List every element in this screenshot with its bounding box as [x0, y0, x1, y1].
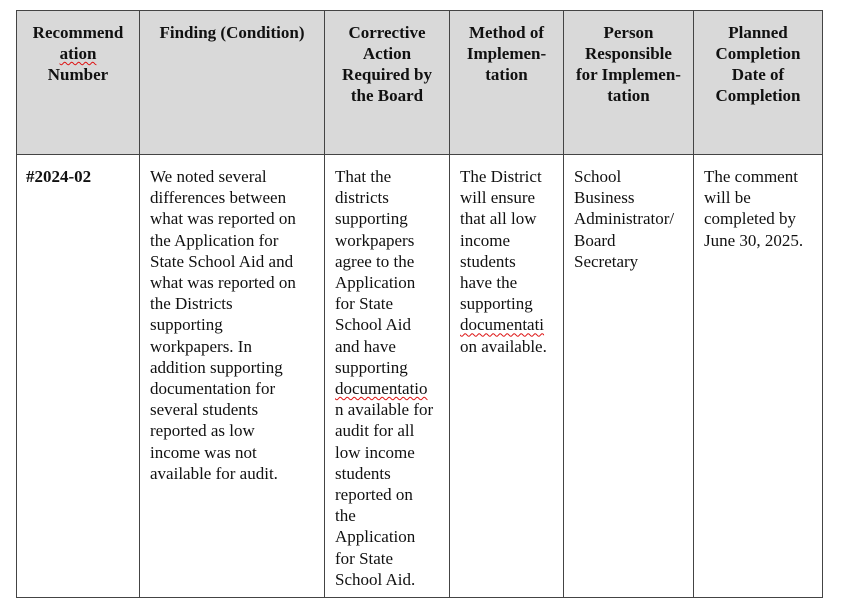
cell-person-responsible: School Business Administrator/ Board Secretary [564, 155, 694, 598]
spellcheck-underline: ation [59, 44, 97, 63]
header-corrective-action: Corrective Action Required by the Board [325, 11, 450, 155]
cell-planned-completion: The comment will be completed by June 30, 2025. [694, 155, 823, 598]
header-finding: Finding (Condition) [140, 11, 325, 155]
header-recommendation-number: Recommend ation Number [17, 11, 140, 155]
corrective-action-table [16, 10, 823, 598]
cell-method: The District will ensure that all low income students have the supporting documentati on available. [450, 155, 564, 598]
spellcheck-underline: documentati [460, 315, 545, 335]
cell-recommendation-number: #2024-02 [17, 155, 140, 598]
cell-finding: We noted several differences between what was reported on the Application for State School Aid and what was reported on the Districts supporting workpapers. In addition supporting documentation for several students reported as low income was not available for audit. [140, 155, 325, 598]
header-planned-completion: Planned Completion Date of Completion [694, 11, 823, 155]
spellcheck-underline: documentatio [335, 379, 428, 399]
header-method: Method of Implemen- tation [450, 11, 564, 155]
header-person-responsible: Person Responsible for Implemen- tation [564, 11, 694, 155]
header-row [17, 11, 823, 155]
cell-corrective-action: That the districts supporting workpapers agree to the Application for State School Aid and have supporting documentatio n available for audit for all low income students reported on the Application for State School Aid. [325, 155, 450, 598]
table-row [17, 155, 823, 598]
